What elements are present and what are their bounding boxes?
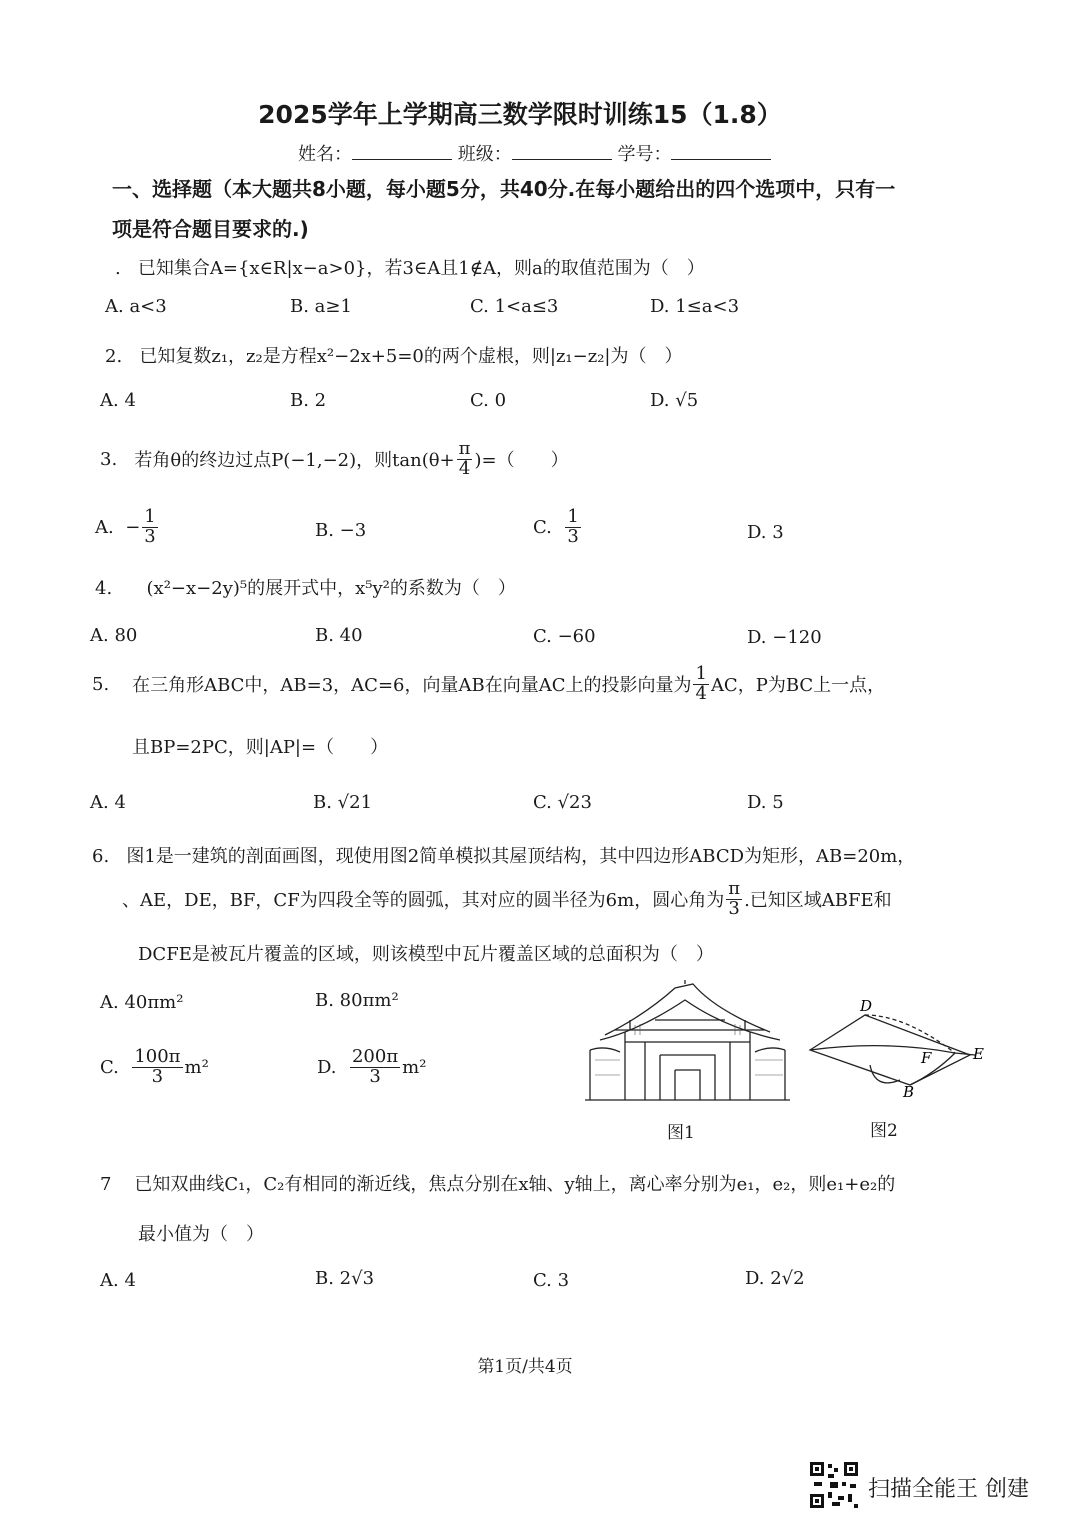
question-6-line3: DCFE是被瓦片覆盖的区域，则该模型中瓦片覆盖区域的总面积为（ ） [138, 944, 714, 965]
q5-option-b[interactable]: B. √21 [313, 792, 373, 813]
id-label: 学号： [617, 144, 672, 165]
q4-option-b[interactable]: B. 40 [315, 625, 363, 646]
q2-option-b[interactable]: B. 2 [290, 390, 327, 411]
question-7-line2: 最小值为（ ） [138, 1224, 264, 1245]
question-1-number: . [115, 258, 121, 279]
question-2 [105, 342, 683, 368]
id-blank[interactable] [671, 143, 771, 160]
question-1 [115, 254, 705, 280]
q4-option-d[interactable]: D. −120 [747, 627, 822, 648]
question-2-number: 2. [105, 346, 123, 367]
question-6-line2: 、AE，DE，BF，CF为四段全等的圆弧，其对应的圆半径为6m，圆心角为 $\frac{\pi}{3}$ .已知区域ABFE和 [122, 878, 892, 919]
question-5-number: 5. [92, 673, 110, 695]
question-4-number: 4. [95, 578, 113, 599]
question-5 [92, 665, 885, 704]
q7-option-a[interactable]: A. 4 [100, 1270, 136, 1291]
question-3-text-b: )=（ ） [474, 450, 569, 472]
question-3-text-a: 若角θ的终边过点P(−1,−2)，则tan(θ+ [134, 450, 455, 472]
q6-option-b[interactable]: B. 80πm² [315, 990, 399, 1011]
question-4 [95, 574, 516, 600]
question-1-text: 已知集合A={x∈R|x−a>0}，若3∈A且1∉A，则a的取值范围为（ ） [137, 258, 705, 279]
q4-option-a[interactable]: A. 80 [90, 625, 138, 646]
q5-option-c[interactable]: C. √23 [533, 792, 592, 813]
q1-option-b[interactable]: B. a≥1 [290, 296, 352, 317]
question-5-line2: 且BP=2PC，则|AP|=（ ） [132, 737, 389, 758]
figure-1-building [585, 980, 790, 1110]
class-label: 班级： [457, 144, 512, 165]
q6-option-c[interactable]: C. $\frac{100\pi}{3}$ m² [100, 1046, 209, 1087]
one-quarter-fraction: $\frac{1}{4}$ [695, 663, 707, 704]
name-blank[interactable] [352, 143, 452, 160]
q2-option-d[interactable]: D. √5 [650, 390, 699, 411]
qr-code-icon [808, 1460, 860, 1510]
question-6-line1: 图1是一建筑的剖面画图，现使用图2简单模拟其屋顶结构，其中四边形ABCD为矩形，AB=20m， [126, 846, 916, 867]
question-2-text: 已知复数z₁，z₂是方程x²−2x+5=0的两个虚根，则|z₁−z₂|为（ ） [139, 346, 683, 367]
q7-option-b[interactable]: B. 2√3 [315, 1268, 375, 1289]
q4-option-c[interactable]: C. −60 [533, 626, 596, 647]
q7-option-c[interactable]: C. 3 [533, 1270, 570, 1291]
question-4-text: (x²−x−2y)⁵的展开式中，x⁵y²的系数为（ ） [146, 578, 516, 599]
q5-option-d[interactable]: D. 5 [747, 792, 784, 813]
question-6 [92, 842, 915, 868]
name-label: 姓名： [298, 144, 352, 165]
q7-option-d[interactable]: D. 2√2 [745, 1268, 805, 1289]
figure-2-caption: 图2 [870, 1121, 898, 1141]
label-d: D [860, 997, 873, 1015]
page-title: 2025学年上学期高三数学限时训练15（1.8） [258, 100, 782, 129]
question-7-line1: 已知双曲线C₁，C₂有相同的渐近线，焦点分别在x轴、y轴上，离心率分别为e₁，e₂，则e₁+e₂的 [134, 1174, 896, 1195]
q1-option-d[interactable]: D. 1≤a<3 [650, 296, 740, 317]
q6-option-d[interactable]: D. $\frac{200\pi}{3}$ m² [317, 1046, 427, 1087]
question-5-text-b: AC，P为BC上一点， [710, 675, 886, 697]
pi-over-4-fraction: $\frac{\pi}{4}$ [458, 438, 471, 479]
section-heading-line1: 一、选择题（本大题共8小题，每小题5分，共40分.在每小题给出的四个选项中，只有一 [112, 177, 896, 201]
scanner-watermark-text: 扫描全能王 创建 [868, 1477, 1029, 1502]
q5-option-a[interactable]: A. 4 [90, 792, 126, 813]
q3-option-d[interactable]: D. 3 [747, 522, 784, 543]
section-heading-line2: 项是符合题目要求的.) [112, 217, 309, 241]
q6-option-a[interactable]: A. 40πm² [100, 992, 184, 1013]
student-info [298, 140, 771, 166]
question-7 [100, 1170, 895, 1196]
class-blank[interactable] [512, 143, 612, 160]
label-f: F [921, 1049, 932, 1067]
q1-option-c[interactable]: C. 1<a≤3 [470, 296, 559, 317]
q3-option-b[interactable]: B. −3 [315, 520, 367, 541]
pi-over-3-fraction: $\frac{\pi}{3}$ [728, 878, 741, 919]
q2-option-c[interactable]: C. 0 [470, 390, 507, 411]
q2-option-a[interactable]: A. 4 [100, 390, 136, 411]
figure-1-caption: 图1 [667, 1123, 695, 1143]
label-e: E [973, 1045, 984, 1063]
page-footer: 第1页/共4页 [477, 1357, 573, 1377]
figure-2-roof-model [805, 995, 990, 1100]
q3-option-c[interactable]: C. $\frac{1}{3}$ [533, 506, 579, 547]
question-6-number: 6. [92, 846, 110, 867]
question-3 [100, 440, 569, 479]
q3-option-a[interactable]: A. − $\frac{1}{3}$ [95, 506, 156, 547]
question-7-number: 7 [100, 1174, 112, 1195]
label-b: B [903, 1083, 915, 1100]
question-5-text-a: 在三角形ABC中，AB=3，AC=6，向量AB在向量AC上的投影向量为 [132, 675, 692, 697]
q1-option-a[interactable]: A. a<3 [105, 296, 167, 317]
q6-option-d-unit: m² [402, 1056, 427, 1078]
question-3-number: 3. [100, 448, 118, 470]
